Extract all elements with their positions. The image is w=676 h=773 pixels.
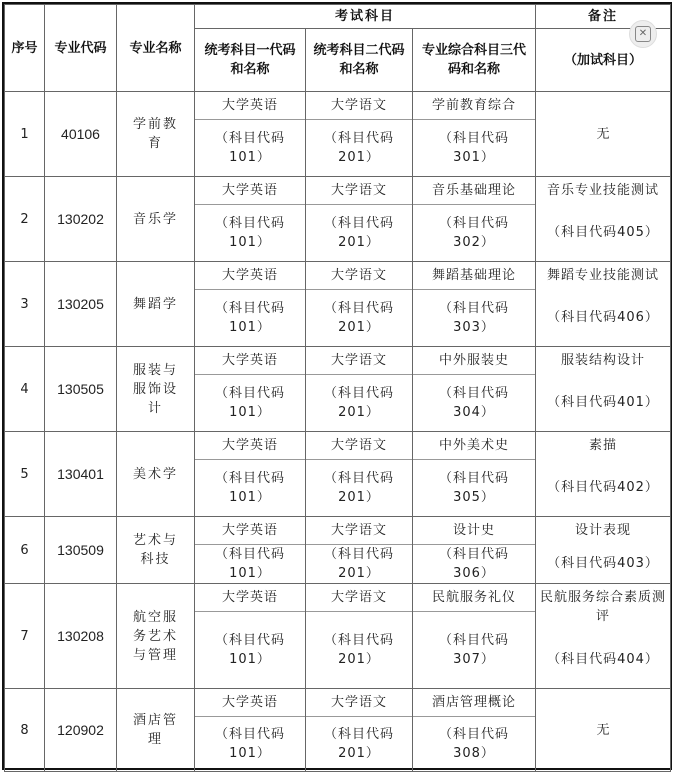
subject-name: 酒店管理概论 <box>432 695 517 710</box>
close-button[interactable] <box>629 20 657 48</box>
header-remark: 备注 <box>536 5 671 29</box>
row-subject-1 <box>195 347 306 432</box>
subject-name: 大学英语 <box>221 183 278 198</box>
subject-code-number: 101） <box>229 746 271 761</box>
remark-subject: 设计表现 <box>575 523 632 538</box>
subject-code-number: 304） <box>453 405 495 420</box>
table-row <box>5 347 671 432</box>
subject-code-label: （科目代码 <box>214 547 285 562</box>
row-subject-3 <box>413 347 536 432</box>
remark-subject: 服装结构设计 <box>561 353 646 368</box>
remark-code: （科目代码403） <box>547 556 659 571</box>
row-subject-2 <box>306 92 413 177</box>
table-row <box>5 432 671 517</box>
row-major-name: 艺术与科技 <box>117 517 195 584</box>
subject-code-label: （科目代码 <box>439 386 510 401</box>
subject-code-number: 201） <box>338 746 380 761</box>
subject-name: 大学语文 <box>330 98 387 113</box>
row-major-code: 120902 <box>45 689 117 772</box>
subject-code-label: （科目代码 <box>439 633 510 648</box>
subject-code-label: （科目代码 <box>214 727 285 742</box>
subject-name: 学前教育综合 <box>432 98 517 113</box>
row-subject-3 <box>413 689 536 772</box>
subject-code-number: 303） <box>453 320 495 335</box>
header-subject-2: 统考科目二代码和名称 <box>306 29 413 92</box>
row-seq: 4 <box>5 347 45 432</box>
row-major-code: 130208 <box>45 584 117 689</box>
row-subject-2 <box>306 584 413 689</box>
subject-name: 大学英语 <box>221 268 278 283</box>
subject-name: 民航服务礼仪 <box>432 590 517 605</box>
row-subject-1 <box>195 517 306 584</box>
subject-code-label: （科目代码 <box>323 386 394 401</box>
row-seq: 8 <box>5 689 45 772</box>
row-major-name: 服装与服饰设计 <box>117 347 195 432</box>
row-major-name: 酒店管理 <box>117 689 195 772</box>
remark-none: 无 <box>596 126 610 142</box>
subject-name: 大学语文 <box>330 353 387 368</box>
subject-code-label: （科目代码 <box>214 216 285 231</box>
subject-name: 大学英语 <box>221 353 278 368</box>
remark-subject: 音乐专业技能测试 <box>547 183 660 198</box>
row-major-code: 130202 <box>45 177 117 262</box>
row-subject-3 <box>413 262 536 347</box>
subject-code-number: 101） <box>229 320 271 335</box>
subject-name: 大学语文 <box>330 695 387 710</box>
subject-name: 大学英语 <box>221 438 278 453</box>
table-body <box>5 92 671 772</box>
row-subject-2 <box>306 517 413 584</box>
subject-code-label: （科目代码 <box>323 633 394 648</box>
subject-code-number: 201） <box>338 320 380 335</box>
subject-code-label: （科目代码 <box>323 727 394 742</box>
row-subject-3 <box>413 432 536 517</box>
row-subject-1 <box>195 262 306 347</box>
subject-name: 中外服装史 <box>439 353 510 368</box>
subject-code-number: 306） <box>453 566 495 581</box>
row-major-name: 舞蹈学 <box>117 262 195 347</box>
subject-code-number: 201） <box>338 405 380 420</box>
row-subject-1 <box>195 92 306 177</box>
subject-name: 大学语文 <box>330 183 387 198</box>
subject-name: 大学英语 <box>221 590 278 605</box>
subject-name: 中外美术史 <box>439 438 510 453</box>
row-remark <box>536 92 671 177</box>
subject-code-label: （科目代码 <box>439 727 510 742</box>
subject-code-label: （科目代码 <box>214 633 285 648</box>
subject-code-number: 101） <box>229 405 271 420</box>
subject-code-label: （科目代码 <box>323 547 394 562</box>
table-row <box>5 92 671 177</box>
row-subject-1 <box>195 432 306 517</box>
row-major-name: 航空服务艺术与管理 <box>117 584 195 689</box>
header-major-name: 专业名称 <box>117 5 195 92</box>
subject-code-number: 101） <box>229 652 271 667</box>
subject-code-label: （科目代码 <box>323 216 394 231</box>
remark-code: （科目代码402） <box>547 480 659 495</box>
subject-code-label: （科目代码 <box>214 386 285 401</box>
subject-name: 大学英语 <box>221 523 278 538</box>
subject-code-label: （科目代码 <box>439 216 510 231</box>
row-major-name: 音乐学 <box>117 177 195 262</box>
row-subject-3 <box>413 517 536 584</box>
subject-code-label: （科目代码 <box>439 301 510 316</box>
subject-code-number: 201） <box>338 490 380 505</box>
subject-code-number: 101） <box>229 566 271 581</box>
row-remark <box>536 584 671 689</box>
remark-subject: 民航服务综合素质测评 <box>540 590 667 624</box>
row-major-code: 130205 <box>45 262 117 347</box>
header-major-code: 专业代码 <box>45 5 117 92</box>
subject-code-label: （科目代码 <box>323 301 394 316</box>
remark-code: （科目代码405） <box>547 225 659 240</box>
row-subject-2 <box>306 262 413 347</box>
row-subject-3 <box>413 584 536 689</box>
table-row <box>5 584 671 689</box>
subject-code-number: 307） <box>453 652 495 667</box>
remark-none: 无 <box>596 722 610 738</box>
subject-code-number: 101） <box>229 490 271 505</box>
subject-name: 舞蹈基础理论 <box>432 268 517 283</box>
subject-code-number: 201） <box>338 235 380 250</box>
exam-subjects-table <box>4 4 671 772</box>
row-seq: 6 <box>5 517 45 584</box>
row-subject-1 <box>195 584 306 689</box>
row-remark <box>536 517 671 584</box>
subject-name: 大学语文 <box>330 523 387 538</box>
subject-name: 大学语文 <box>330 268 387 283</box>
subject-code-number: 201） <box>338 566 380 581</box>
subject-code-number: 308） <box>453 746 495 761</box>
row-subject-1 <box>195 689 306 772</box>
subject-name: 大学英语 <box>221 695 278 710</box>
subject-name: 设计史 <box>453 523 496 538</box>
row-seq: 1 <box>5 92 45 177</box>
table-row <box>5 689 671 772</box>
header-exam-subjects: 考试科目 <box>195 5 536 29</box>
subject-code-number: 101） <box>229 235 271 250</box>
remark-code: （科目代码401） <box>547 395 659 410</box>
row-major-code: 40106 <box>45 92 117 177</box>
table-row <box>5 517 671 584</box>
subject-name: 音乐基础理论 <box>432 183 517 198</box>
remark-subject: 素描 <box>589 438 618 453</box>
subject-code-number: 201） <box>338 150 380 165</box>
subject-code-label: （科目代码 <box>323 471 394 486</box>
row-subject-3 <box>413 92 536 177</box>
subject-code-number: 305） <box>453 490 495 505</box>
row-seq: 5 <box>5 432 45 517</box>
subject-code-label: （科目代码 <box>214 131 285 146</box>
subject-code-label: （科目代码 <box>439 547 510 562</box>
row-subject-2 <box>306 347 413 432</box>
subject-code-label: （科目代码 <box>439 471 510 486</box>
row-remark <box>536 347 671 432</box>
remark-subject: 舞蹈专业技能测试 <box>547 268 660 283</box>
header-subject-3: 专业综合科目三代码和名称 <box>413 29 536 92</box>
row-major-code: 130505 <box>45 347 117 432</box>
subject-code-number: 201） <box>338 652 380 667</box>
subject-code-number: 101） <box>229 150 271 165</box>
row-major-code: 130401 <box>45 432 117 517</box>
row-remark <box>536 177 671 262</box>
row-subject-2 <box>306 432 413 517</box>
row-remark <box>536 432 671 517</box>
row-subject-3 <box>413 177 536 262</box>
header-seq: 序号 <box>5 5 45 92</box>
subject-name: 大学语文 <box>330 438 387 453</box>
remark-code: （科目代码404） <box>547 651 659 667</box>
row-seq: 2 <box>5 177 45 262</box>
subject-code-label: （科目代码 <box>214 301 285 316</box>
row-major-name: 学前教育 <box>117 92 195 177</box>
row-remark <box>536 262 671 347</box>
row-subject-1 <box>195 177 306 262</box>
subject-name: 大学英语 <box>221 98 278 113</box>
subject-code-number: 302） <box>453 235 495 250</box>
row-remark <box>536 689 671 772</box>
header-remark-sub: （加试科目） <box>536 29 671 92</box>
row-major-code: 130509 <box>45 517 117 584</box>
row-major-name: 美术学 <box>117 432 195 517</box>
subject-code-label: （科目代码 <box>323 131 394 146</box>
subject-name: 大学语文 <box>330 590 387 605</box>
row-subject-2 <box>306 177 413 262</box>
subject-code-label: （科目代码 <box>439 131 510 146</box>
row-seq: 3 <box>5 262 45 347</box>
header-subject-1: 统考科目一代码和名称 <box>195 29 306 92</box>
subject-code-number: 301） <box>453 150 495 165</box>
close-icon: ✕ <box>635 26 651 42</box>
row-subject-2 <box>306 689 413 772</box>
table-row <box>5 262 671 347</box>
table-row <box>5 177 671 262</box>
subject-code-label: （科目代码 <box>214 471 285 486</box>
remark-code: （科目代码406） <box>547 310 659 325</box>
row-seq: 7 <box>5 584 45 689</box>
